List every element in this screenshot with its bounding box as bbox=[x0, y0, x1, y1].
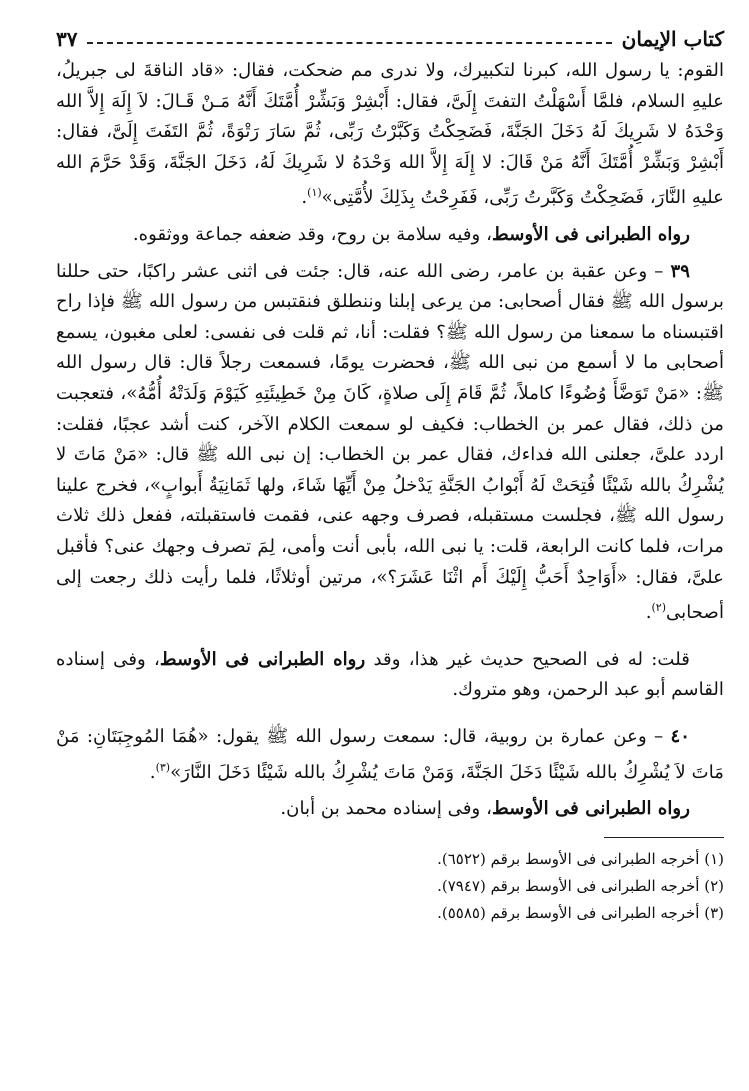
hadith-number: ٤٠ bbox=[670, 726, 690, 747]
footnote-divider bbox=[604, 837, 724, 838]
paragraph-tail: . bbox=[645, 602, 652, 624]
spacer bbox=[56, 712, 724, 722]
paragraph-hadith-40 bbox=[56, 722, 724, 788]
source-label: رواه الطبرانى فى الأوسط bbox=[491, 798, 690, 820]
hadith-number: ٣٩ bbox=[670, 260, 690, 282]
paragraph-text: القوم: يا رسول الله، كبرنا لتكبيرك، ولا ندرى مم ضحكت، فقال: «قاد الناقةَ لى جبريلُ، عليهِ السلام، فلمَّا أَسْهَلْتُ التفتَ إِلَىَّ، فقال: أَبْشِرْ وَبَشِّرْ أُمَّتَكَ أَنَّهُ مَـنْ قَـالَ: لاَ إِلَهَ إِلاَّ الله وَحْدَهُ لا شَرِيكَ لَهُ دَخَلَ الجَنَّةَ، فَضَحِكْتُ وَكَبَّرْتُ رَبِّى، ثُمَّ سَارَ رَتْوَةً، ثُمَّ التَفَتَ إِلَىَّ، فقال: أَبْشِرْ وَبَشِّرْ أُمَّتَكَ أَنَّهُ مَنْ قَالَ: لا إِلَهَ إِلاَّ الله وَحْدَهُ لا شَرِيكَ لَهُ، دَخَلَ الجَنَّةَ، وَقَدْ حَرَّمَ الله عليهِ النَّارَ، فَضَحِكْتُ وَكَبَّرتُ رَبِّى، فَفَرِحْتُ بِذَلِكَ لأُمَّتِى» bbox=[56, 60, 724, 209]
footnote-ref: (٢) bbox=[651, 601, 666, 615]
paragraph-tail: . bbox=[301, 187, 308, 209]
header-divider bbox=[87, 42, 611, 44]
paragraph-text: ، وفى إسناده القاسم أبو عبد الرحمن، وهو متروك. bbox=[56, 648, 724, 701]
paragraph-hadith-39 bbox=[56, 257, 724, 629]
paragraph-hadith-continuation bbox=[56, 56, 724, 214]
spacer bbox=[56, 635, 724, 645]
footnote-item: (٢) أخرجه الطبرانى فى الأوسط برقم (٧٩٤٧). bbox=[437, 876, 724, 895]
source-label: رواه الطبرانى فى الأوسط bbox=[491, 224, 690, 246]
main-text bbox=[56, 56, 724, 825]
footnote-ref: (١) bbox=[307, 186, 322, 200]
paragraph-text: – وعن عمارة بن روبية، قال: سمعت رسول الله ﷺ يقول: «هُمَا المُوجِبَتَانِ: مَنْ مَاتَ لاَ يُشْرِكُ بالله شَيْئًا دَخَلَ الجَنَّةَ، وَمَنْ مَاتَ يُشْرِكُ بالله شَيْئًا دَخَلَ النَّارَ» bbox=[56, 726, 724, 783]
footnotes bbox=[56, 846, 724, 927]
page-header bbox=[56, 22, 724, 56]
book-title: كتاب الإيمان bbox=[621, 27, 724, 51]
paragraph-narration-note bbox=[56, 220, 724, 251]
footnote-item: (٣) أخرجه الطبرانى فى الأوسط برقم (٥٥٨٥). bbox=[437, 903, 724, 922]
book-page bbox=[56, 22, 724, 1072]
paragraph-text: ، وفيه سلامة بن روح، وقد ضعفه جماعة ووثقوه. bbox=[132, 224, 492, 246]
paragraph-commentary bbox=[56, 645, 724, 706]
paragraph-text: ، وفى إسناده محمد بن أبان. bbox=[280, 798, 492, 820]
footnote-item: (١) أخرجه الطبرانى فى الأوسط برقم (٦٥٢٢). bbox=[437, 849, 724, 868]
source-label: رواه الطبرانى فى الأوسط bbox=[159, 648, 366, 670]
paragraph-text: – وعن عقبة بن عامر، رضى الله عنه، قال: جئت فى اثنى عشر راكبًا، حتى حللنا برسول الله ﷺ فقال أصحابى: من يرعى إبلنا وننطلق فنقتبس من رسول الله ﷺ فإذا راح اقتبسناه ما سمعنا من رسول الله ﷺ؟ فقلت: أنا، ثم قلت فى نفسى: لعلى مغبون، يسمع أصحابى ما لا أسمع من نبى الله ﷺ، فحضرت يومًا، فسمعت رجلاً قال: قال رسول الله ﷺ: «مَنْ تَوَضَّأَ وُضُوءًا كاملاً، ثُمَّ قَامَ إِلَى صلاةٍ، كَانَ مِنْ خَطِيئَتِهِ كَيَوْمَ وَلَدَتْهُ أُمُّهُ»، فتعجبت من ذلك، فقال عمر بن الخطاب: فكيف لو سمعت الكلام الآخر، كنت أشد عجبًا، فقلت: اردد علىَّ، جعلنى الله فداءك، فقال عمر بن الخطاب: إن نبى الله ﷺ قال: «مَنْ مَاتَ لا يُشْرِكُ بالله شَيْئًا فُتِحَتْ لَهُ أَبْوابُ الجَنَّةِ يَدْخلُ مِنْ أَيِّهَا شَاءَ، ولها ثَمَانِيَةُ أَبوابٍ»، فخرج علينا رسول الله ﷺ، فجلست مستقبله، فصرف وجهه عنى، فقمت فاستقبلته، ففعل ذلك ثلاث مرات، فلما كانت الرابعة، قلت: يا نبى الله، بأبى أنت وأمى، لِمَ تصرف وجهك عنى؟ فأقبل علىَّ، فقال: «أَوَاحِدٌ أَحَبُّ إِلَيْكَ أَم اثْنَا عَشَرَ؟»، مرتين أوثلاثًا، فلما رأيت ذلك رجعت إلى أصحابى bbox=[56, 260, 724, 624]
paragraph-narration-note bbox=[56, 794, 724, 825]
paragraph-tail: . bbox=[149, 761, 156, 783]
footnote-ref: (٣) bbox=[155, 760, 171, 774]
page-number: ٣٧ bbox=[56, 27, 78, 51]
paragraph-text: قلت: له فى الصحيح حديث غير هذا، وقد bbox=[365, 648, 691, 670]
